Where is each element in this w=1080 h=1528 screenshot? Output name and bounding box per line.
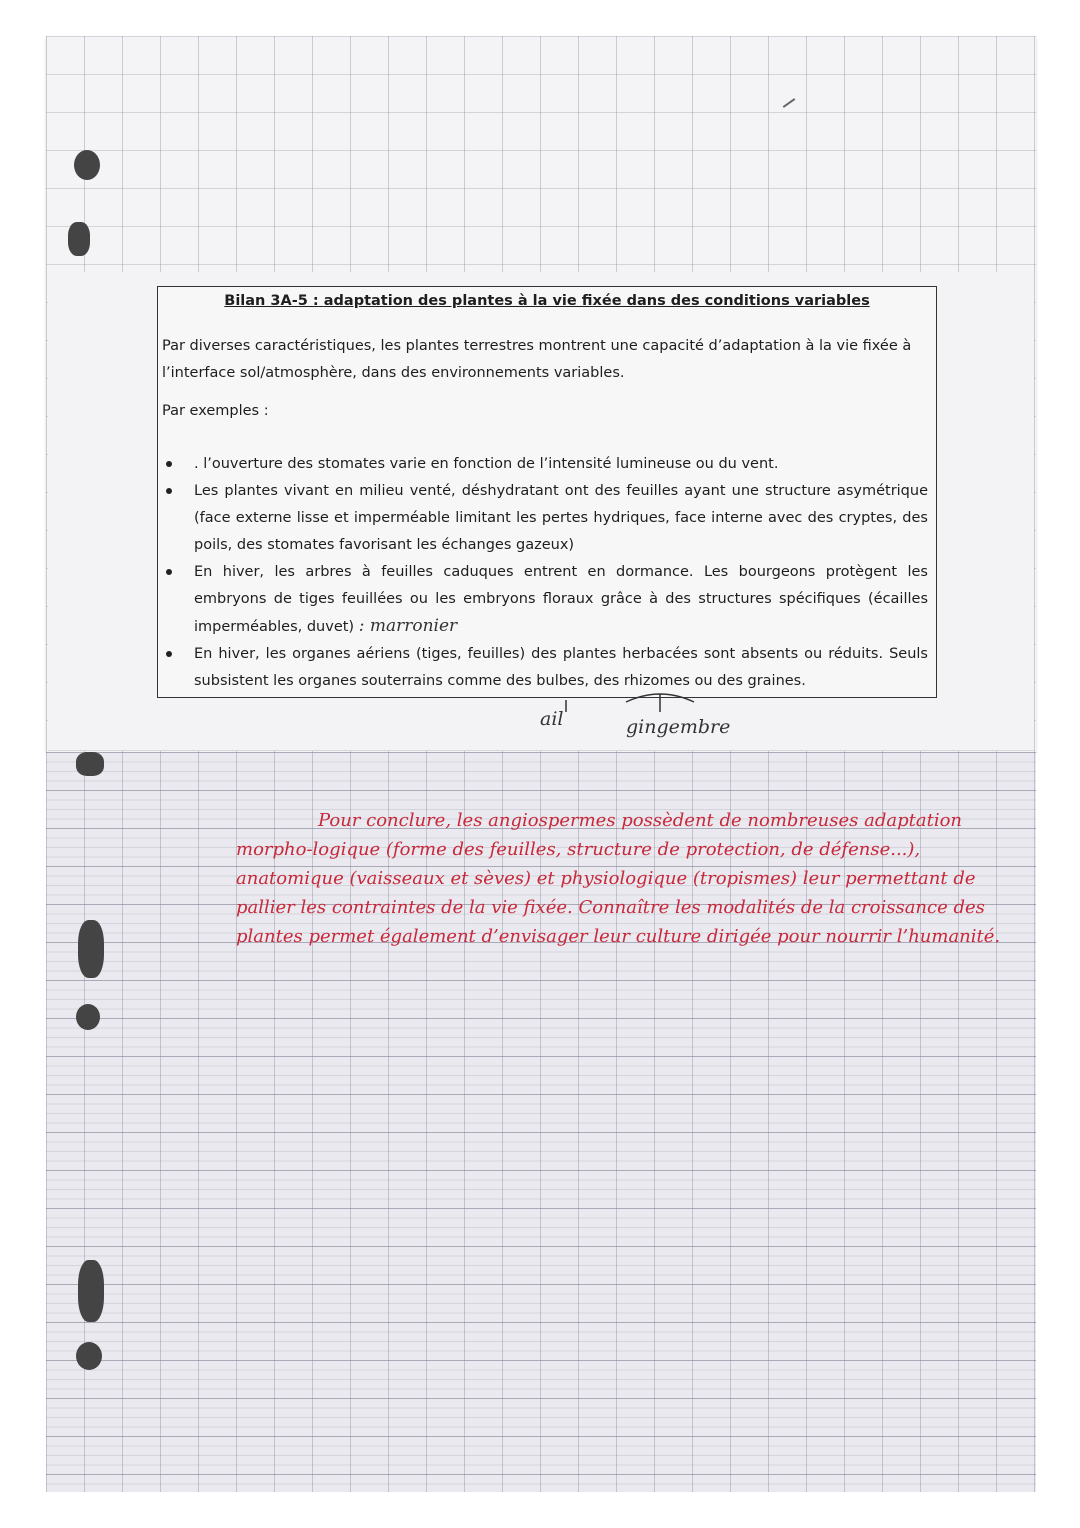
bullet-icon xyxy=(166,461,172,467)
handwritten-conclusion xyxy=(236,806,1016,951)
list-item-text: Les plantes vivant en milieu venté, déshydratant ont des feuilles ayant une structure asymétrique (face externe lisse et imperméable limitant les pertes hydriques, face interne avec des cryptes, des poils, des stomates favorisant les échanges gazeux) xyxy=(194,483,928,553)
bilan-title xyxy=(158,293,936,309)
handwritten-note-ail: ail xyxy=(540,708,564,730)
list-item-text: En hiver, les organes aériens (tiges, feuilles) des plantes herbacées sont absents ou réduits. Seuls subsistent les organes souterrains comme des bulbes, des rhizomes ou des graines. xyxy=(194,646,928,689)
handwritten-note-marronier: : marronier xyxy=(358,616,458,636)
binder-hole xyxy=(74,150,100,180)
binder-hole xyxy=(76,1004,100,1030)
bilan-title-text: adaptation des plantes à la vie fixée dans des conditions variables xyxy=(323,293,870,309)
bullet-icon xyxy=(166,651,172,657)
conclusion-text: Pour conclure, les angiospermes possèdent de nombreuses adaptation morpho-logique (forme des feuilles, structure de protection, de défense...), anatomique (vaisseaux et sèves) et physiologique (tropismes) leur permettant de pallier les contraintes de la vie fixée. Connaître les modalités de la croissance des plantes permet également d’envisager leur culture dirigée pour nourrir l’humanité. xyxy=(236,810,1001,947)
binder-hole xyxy=(78,920,104,978)
binder-hole xyxy=(76,1342,102,1370)
bilan-title-code: Bilan 3A-5 : xyxy=(224,293,319,309)
bullet-icon xyxy=(166,488,172,494)
list-item-text: . l’ouverture des stomates varie en fonction de l’intensité lumineuse ou du vent. xyxy=(194,456,779,472)
binder-hole xyxy=(68,222,90,256)
bullet-icon xyxy=(166,569,172,575)
bilan-box xyxy=(157,286,937,698)
list-item xyxy=(158,478,928,559)
bilan-intro: Par diverses caractéristiques, les plantes terrestres montrent une capacité d’adaptation à la vie fixée à l’interface sol/atmosphère, dans des environnements variables. xyxy=(162,338,912,381)
list-item-text: En hiver, les arbres à feuilles caduques entrent en dormance. Les bourgeons protègent les embryons de tiges feuillées ou les embryons floraux grâce à des structures spécifiques (écailles imperméables, duvet) xyxy=(194,564,928,635)
handwritten-note-gingembre: gingembre xyxy=(626,716,731,738)
list-item xyxy=(158,559,928,641)
binder-hole xyxy=(76,752,104,776)
list-item xyxy=(158,451,928,478)
examples-list xyxy=(158,451,928,695)
exemples-label: Par exemples : xyxy=(162,403,269,419)
binder-hole xyxy=(78,1260,104,1322)
list-item xyxy=(158,641,928,695)
